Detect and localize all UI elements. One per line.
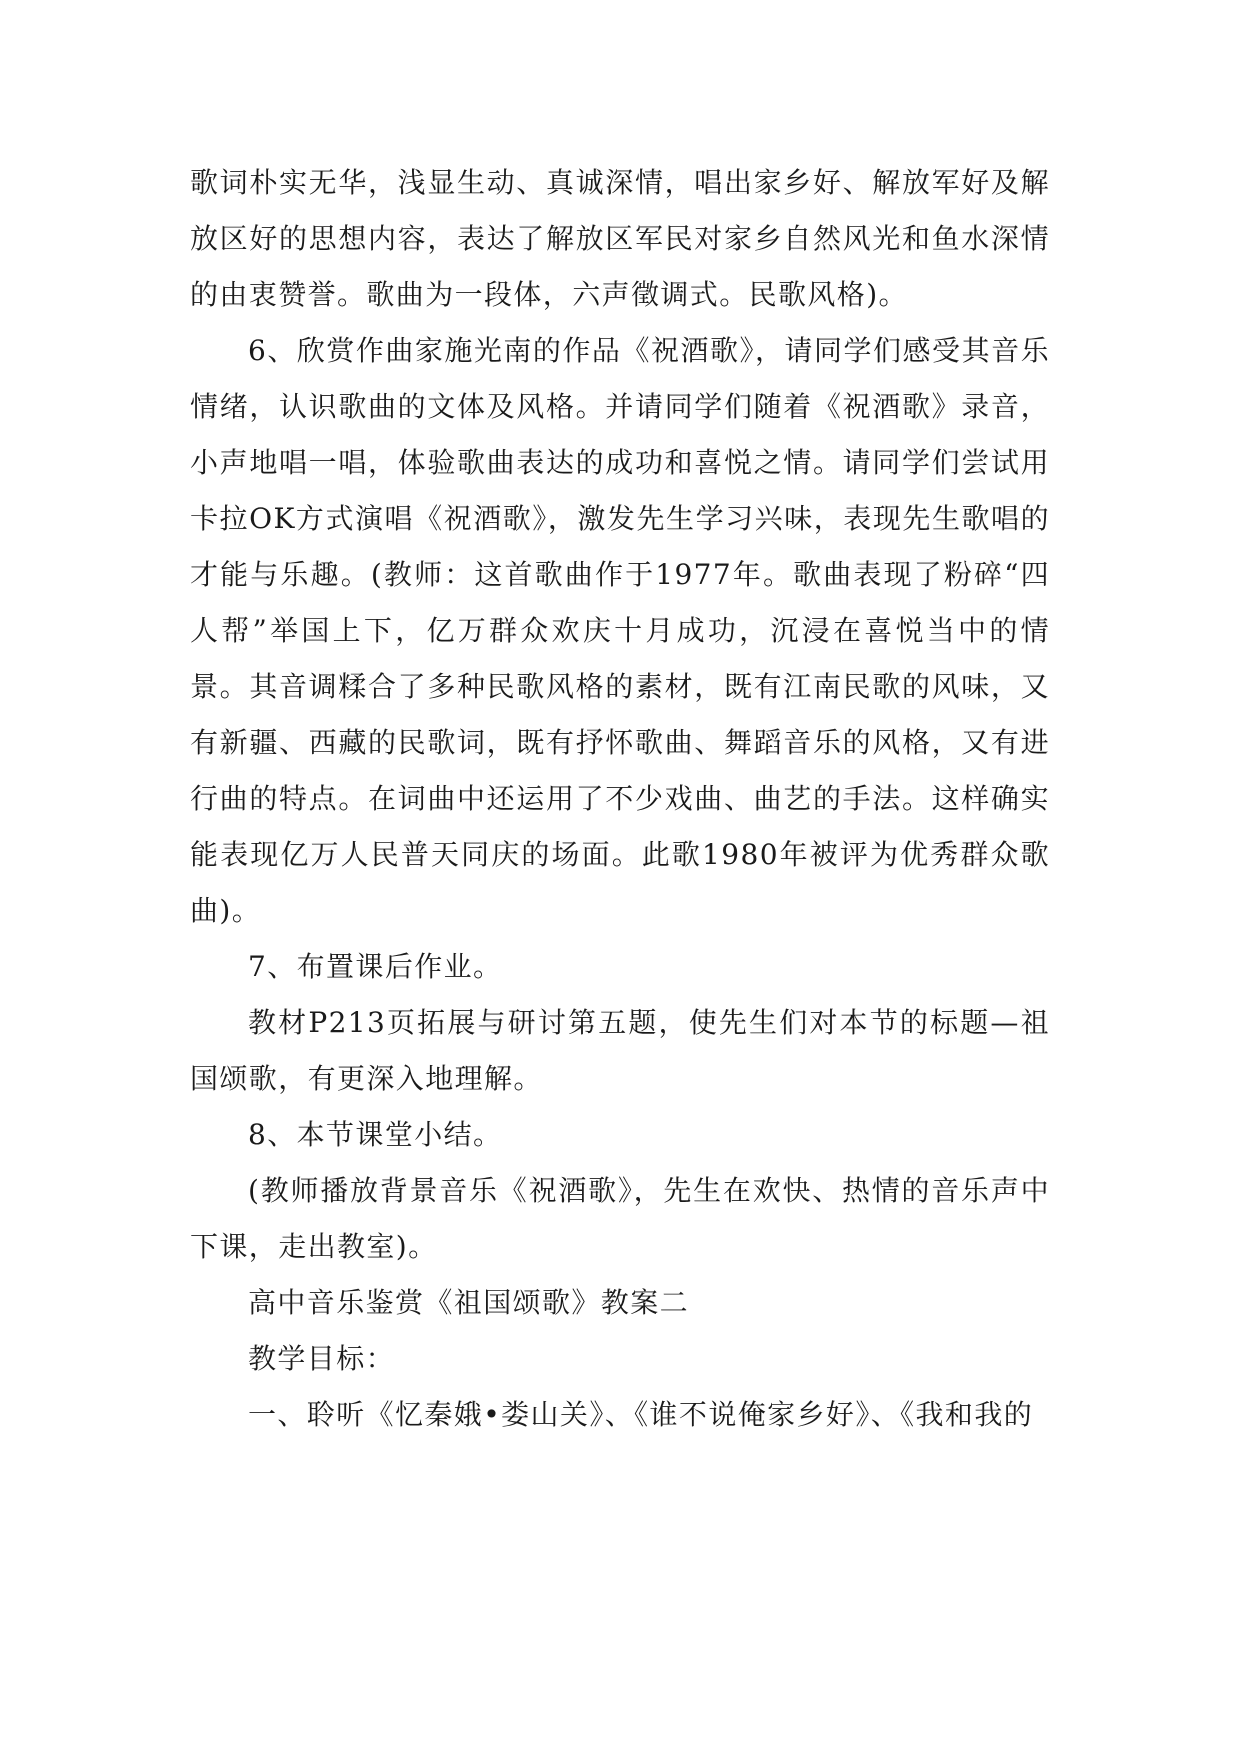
document-body	[190, 155, 1050, 1443]
paragraph-lesson-plan-two-title: 高中音乐鉴赏《祖国颂歌》教案二	[248, 1286, 690, 1319]
paragraph-lyrics-description: 歌词朴实无华，浅显生动、真诚深情，唱出家乡好、解放军好及解放区好的思想内容，表达了解放区军民对家乡自然风光和鱼水深情的由衷赞誉。歌曲为一段体，六声徵调式。民歌风格)。	[190, 166, 1050, 311]
paragraph-step-7-homework: 7、布置课后作业。	[248, 950, 503, 983]
paragraph-objective-one: 一、聆听《忆秦娥•娄山关》、《谁不说俺家乡好》、《我和我的	[248, 1398, 1034, 1431]
paragraph-step-6-toast-song: 6、欣赏作曲家施光南的作品《祝酒歌》，请同学们感受其音乐情绪，认识歌曲的文体及风格。并请同学们随着《祝酒歌》录音，小声地唱一唱，体验歌曲表达的成功和喜悦之情。请同学们尝试用卡拉OK方式演唱《祝酒歌》，激发先生学习兴味，表现先生歌唱的才能与乐趣。(教师：这首歌曲作于1977年。歌曲表现了粉碎“四人帮”举国上下，亿万群众欢庆十月成功，沉浸在喜悦当中的情景。其音调糅合了多种民歌风格的素材，既有江南民歌的风味，又有新疆、西藏的民歌词，既有抒怀歌曲、舞蹈音乐的风格，又有进行曲的特点。在词曲中还运用了不少戏曲、曲艺的手法。这样确实能表现亿万人民普天同庆的场面。此歌1980年被评为优秀群众歌曲)。	[190, 334, 1050, 927]
paragraph-class-ending: (教师播放背景音乐《祝酒歌》，先生在欢快、热情的音乐声中下课，走出教室)。	[190, 1174, 1050, 1263]
paragraph-homework-detail: 教材P213页拓展与研讨第五题，使先生们对本节的标题—祖国颂歌，有更深入地理解。	[190, 1006, 1050, 1095]
paragraph-teaching-objectives-heading: 教学目标：	[248, 1342, 396, 1375]
paragraph-step-8-summary: 8、本节课堂小结。	[248, 1118, 503, 1151]
